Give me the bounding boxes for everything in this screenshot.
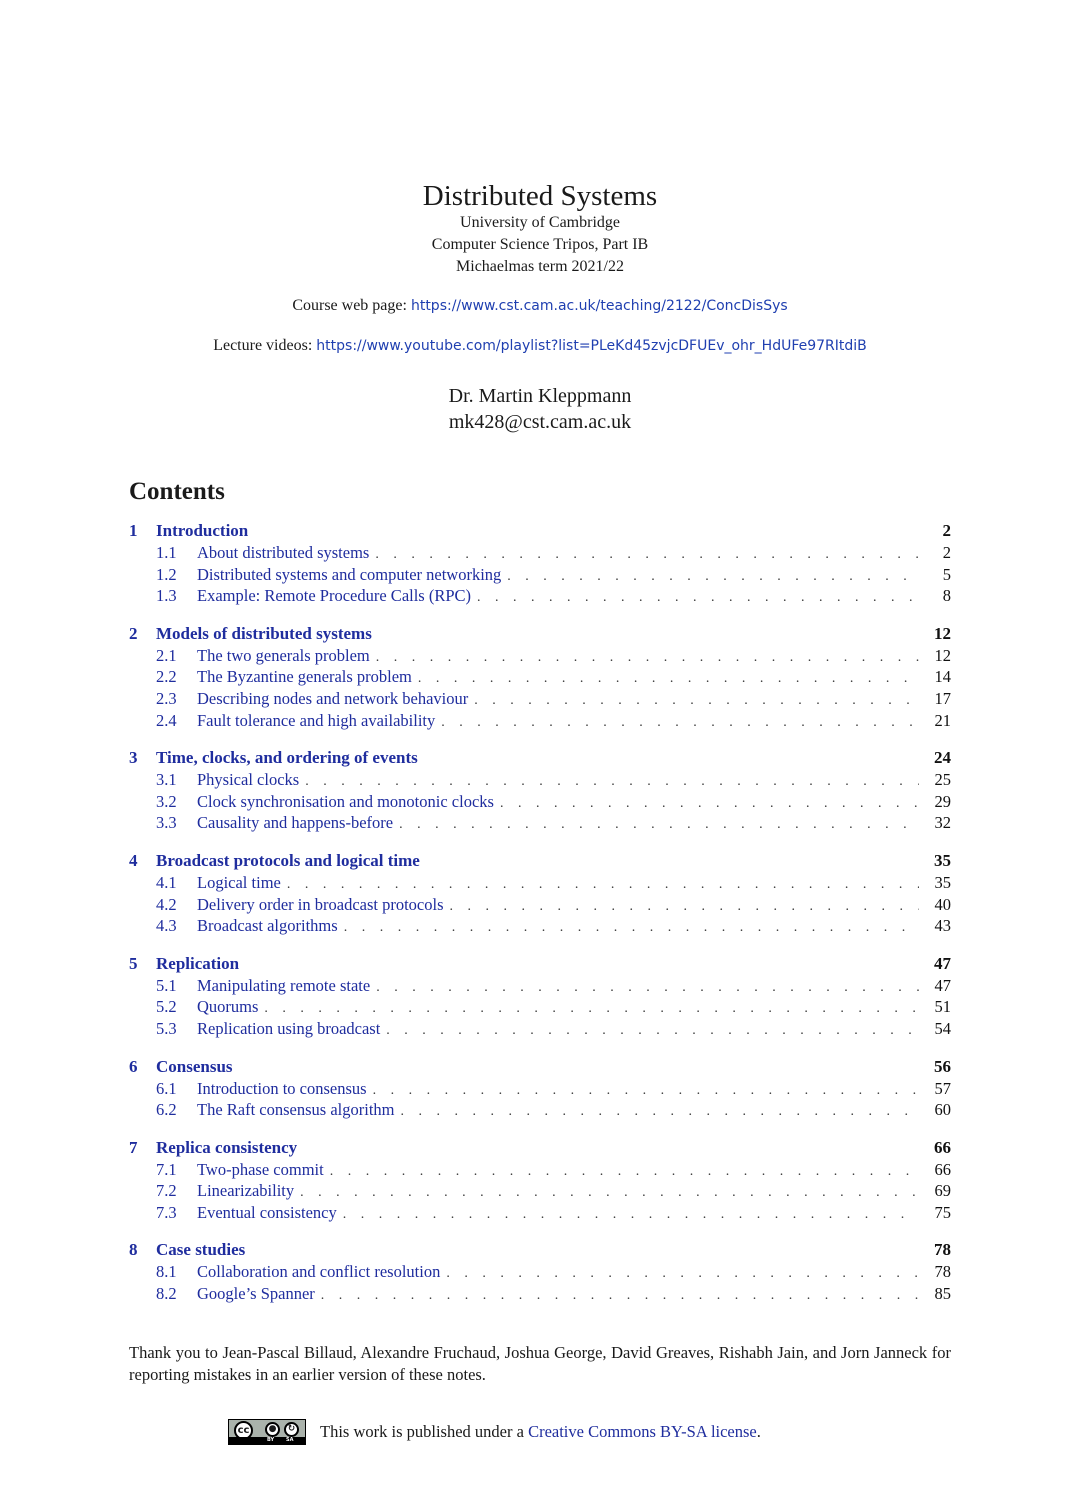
share-alike-icon: ↻ bbox=[284, 1422, 299, 1437]
toc-chapter bbox=[129, 624, 951, 732]
toc-section-number: 4.1 bbox=[156, 872, 177, 892]
toc-chapter-title[interactable]: Introduction bbox=[156, 521, 249, 540]
toc-chapter bbox=[129, 521, 951, 608]
toc-chapter bbox=[129, 1240, 951, 1305]
toc-section-row[interactable] bbox=[129, 1160, 951, 1182]
toc-section-number: 3.2 bbox=[156, 791, 177, 811]
toc-chapter-number: 8 bbox=[129, 1240, 138, 1260]
sa-label: SA bbox=[286, 1437, 294, 1443]
toc-chapter-row[interactable] bbox=[129, 954, 951, 976]
toc-section-row[interactable] bbox=[129, 873, 951, 895]
toc-section-row[interactable] bbox=[129, 1181, 951, 1203]
toc-section-number: 8.2 bbox=[156, 1284, 177, 1304]
toc-section-row[interactable] bbox=[129, 976, 951, 998]
toc-section-page: 21 bbox=[934, 710, 951, 730]
toc-dot-leader bbox=[386, 1023, 919, 1039]
toc-dot-leader bbox=[399, 817, 919, 833]
toc-section-title[interactable]: Eventual consistency bbox=[197, 1202, 337, 1222]
toc-section-number: 7.2 bbox=[156, 1181, 177, 1201]
toc-section-row[interactable] bbox=[129, 711, 951, 733]
toc-section-page: 5 bbox=[942, 564, 951, 584]
toc-section-page: 51 bbox=[934, 997, 951, 1017]
toc-chapter-title[interactable]: Consensus bbox=[156, 1056, 233, 1076]
toc-section-page: 43 bbox=[934, 916, 951, 936]
toc-section-row[interactable] bbox=[129, 565, 951, 587]
cc-icon: cc bbox=[234, 1421, 253, 1440]
toc-chapter-number: 5 bbox=[129, 953, 138, 973]
toc-chapter-title[interactable]: Replication bbox=[156, 953, 240, 973]
toc-chapter-title[interactable]: Broadcast protocols and logical time bbox=[156, 850, 420, 870]
table-of-contents bbox=[129, 521, 951, 1322]
toc-section-title[interactable]: The two generals problem bbox=[197, 645, 370, 665]
toc-section-page: 17 bbox=[934, 688, 951, 708]
toc-dot-leader bbox=[477, 590, 919, 606]
toc-dot-leader bbox=[264, 1001, 919, 1017]
author-name: Dr. Martin Kleppmann bbox=[448, 385, 632, 407]
toc-section-page: 14 bbox=[934, 667, 951, 687]
toc-section-title[interactable]: Logical time bbox=[197, 872, 281, 892]
toc-chapter-title[interactable]: Time, clocks, and ordering of events bbox=[156, 748, 418, 768]
toc-section-title[interactable]: Example: Remote Procedure Calls (RPC) bbox=[197, 586, 472, 606]
toc-section-number: 1.2 bbox=[156, 564, 177, 584]
toc-section-page: 69 bbox=[934, 1181, 951, 1201]
by-person-icon: ● bbox=[265, 1422, 280, 1437]
toc-section-row[interactable] bbox=[129, 792, 951, 814]
toc-section-page: 32 bbox=[934, 813, 951, 833]
course-web-row bbox=[0, 296, 1080, 316]
toc-chapter-row[interactable] bbox=[129, 624, 951, 646]
toc-section-number: 2.4 bbox=[156, 710, 177, 730]
toc-chapter-number: 3 bbox=[129, 748, 138, 768]
toc-dot-leader bbox=[418, 671, 919, 687]
toc-chapter-number: 4 bbox=[129, 850, 138, 870]
toc-section-page: 75 bbox=[934, 1202, 951, 1222]
toc-chapter bbox=[129, 748, 951, 835]
toc-chapter bbox=[129, 1057, 951, 1122]
toc-chapter-number: 1 bbox=[129, 521, 138, 540]
toc-chapter-page: 66 bbox=[934, 1137, 951, 1157]
toc-section-title[interactable]: Delivery order in broadcast protocols bbox=[197, 894, 444, 914]
license-row bbox=[228, 1418, 761, 1446]
lecture-videos-label: Lecture videos: bbox=[213, 337, 313, 354]
toc-section-row[interactable] bbox=[129, 770, 951, 792]
toc-chapter bbox=[129, 954, 951, 1041]
toc-section-row[interactable] bbox=[129, 1203, 951, 1225]
toc-section-row[interactable] bbox=[129, 1262, 951, 1284]
toc-section-number: 3.1 bbox=[156, 770, 177, 790]
toc-section-title[interactable]: Collaboration and conflict resolution bbox=[197, 1262, 441, 1282]
toc-section-page: 29 bbox=[934, 791, 951, 811]
toc-section-number: 7.1 bbox=[156, 1159, 177, 1179]
toc-section-page: 12 bbox=[934, 645, 951, 665]
toc-section-title[interactable]: Clock synchronisation and monotonic clocks bbox=[197, 791, 494, 811]
toc-section-number: 2.1 bbox=[156, 645, 177, 665]
toc-dot-leader bbox=[507, 569, 919, 585]
course-web-link[interactable]: https://www.cst.cam.ac.uk/teaching/2122/ConcDisSys bbox=[410, 298, 788, 314]
toc-section-number: 4.2 bbox=[156, 894, 177, 914]
toc-section-row[interactable] bbox=[129, 667, 951, 689]
author-email: mk428@cst.cam.ac.uk bbox=[448, 411, 632, 433]
toc-section-title[interactable]: Replication using broadcast bbox=[197, 1018, 381, 1038]
toc-section-title[interactable]: Describing nodes and network behaviour bbox=[197, 688, 469, 708]
toc-chapter-page: 56 bbox=[934, 1056, 951, 1076]
toc-section-number: 2.3 bbox=[156, 688, 177, 708]
toc-dot-leader bbox=[344, 920, 919, 936]
toc-section-number: 8.1 bbox=[156, 1262, 177, 1282]
lecture-videos-link[interactable]: https://www.youtube.com/playlist?list=PLeKd45zvjcDFUEv_ohr_HdUFe97RItdiB bbox=[316, 338, 867, 354]
course-web-label: Course web page: bbox=[292, 297, 407, 314]
toc-dot-leader bbox=[373, 1083, 919, 1099]
toc-section-number: 2.2 bbox=[156, 667, 177, 687]
toc-section-title[interactable]: The Raft consensus algorithm bbox=[197, 1100, 395, 1120]
toc-chapter bbox=[129, 851, 951, 938]
toc-section-number: 1.3 bbox=[156, 586, 177, 606]
toc-section-title[interactable]: Two-phase commit bbox=[197, 1159, 324, 1179]
toc-section-row[interactable] bbox=[129, 1284, 951, 1306]
toc-chapter-row[interactable] bbox=[129, 851, 951, 873]
toc-section-title[interactable]: Causality and happens-before bbox=[197, 813, 394, 833]
toc-dot-leader bbox=[287, 877, 919, 893]
toc-section-number: 7.3 bbox=[156, 1202, 177, 1222]
license-suffix: . bbox=[756, 1422, 761, 1441]
toc-section-row[interactable] bbox=[129, 543, 951, 565]
toc-section-title[interactable]: Quorums bbox=[197, 997, 259, 1017]
toc-section-row[interactable] bbox=[129, 646, 951, 668]
toc-dot-leader bbox=[305, 774, 919, 790]
toc-dot-leader bbox=[343, 1207, 919, 1223]
toc-section-title[interactable]: Physical clocks bbox=[197, 770, 300, 790]
toc-dot-leader bbox=[401, 1104, 919, 1120]
toc-section-page: 35 bbox=[934, 872, 951, 892]
toc-section-page: 8 bbox=[942, 586, 951, 606]
toc-dot-leader bbox=[330, 1164, 919, 1180]
toc-section-row[interactable] bbox=[129, 916, 951, 938]
toc-chapter-row[interactable] bbox=[129, 521, 951, 543]
toc-dot-leader bbox=[441, 715, 919, 731]
toc-dot-leader bbox=[375, 547, 919, 563]
toc-section-number: 1.1 bbox=[156, 543, 177, 562]
toc-section-row[interactable] bbox=[129, 689, 951, 711]
toc-dot-leader bbox=[376, 980, 919, 996]
toc-section-page: 60 bbox=[934, 1100, 951, 1120]
license-prefix: This work is published under a bbox=[320, 1422, 529, 1441]
toc-chapter-page: 35 bbox=[934, 850, 951, 870]
term-name: Michaelmas term 2021/22 bbox=[456, 258, 624, 275]
contents-heading: Contents bbox=[129, 478, 225, 505]
university-name: University of Cambridge bbox=[460, 214, 620, 231]
toc-section-page: 78 bbox=[934, 1262, 951, 1282]
toc-section-row[interactable] bbox=[129, 997, 951, 1019]
toc-chapter-page: 78 bbox=[934, 1240, 951, 1260]
toc-section-number: 5.2 bbox=[156, 997, 177, 1017]
license-link[interactable]: Creative Commons BY-SA license bbox=[528, 1422, 757, 1441]
toc-chapter-page: 12 bbox=[934, 623, 951, 643]
toc-chapter-page: 47 bbox=[934, 953, 951, 973]
toc-section-number: 6.1 bbox=[156, 1078, 177, 1098]
toc-chapter-number: 7 bbox=[129, 1137, 138, 1157]
toc-chapter-page: 2 bbox=[942, 521, 951, 540]
toc-section-row[interactable] bbox=[129, 1079, 951, 1101]
toc-chapter-title[interactable]: Models of distributed systems bbox=[156, 623, 372, 643]
toc-section-number: 6.2 bbox=[156, 1100, 177, 1120]
toc-chapter-number: 2 bbox=[129, 623, 138, 643]
toc-dot-leader bbox=[446, 1266, 919, 1282]
toc-chapter bbox=[129, 1138, 951, 1225]
toc-dot-leader bbox=[376, 650, 919, 666]
toc-section-title[interactable]: Broadcast algorithms bbox=[197, 916, 338, 936]
toc-section-page: 25 bbox=[934, 770, 951, 790]
toc-section-title[interactable]: Fault tolerance and high availability bbox=[197, 710, 436, 730]
toc-dot-leader bbox=[474, 693, 919, 709]
acknowledgements: Thank you to Jean-Pascal Billaud, Alexandre Fruchaud, Joshua George, David Greaves, Rishabh Jain, and Jorn Janneck for reporting mistakes in an earlier version of these notes. bbox=[129, 1343, 951, 1384]
toc-section-row[interactable] bbox=[129, 895, 951, 917]
toc-section-number: 3.3 bbox=[156, 813, 177, 833]
toc-section-page: 66 bbox=[934, 1159, 951, 1179]
toc-section-row[interactable] bbox=[129, 1019, 951, 1041]
toc-section-title[interactable]: Distributed systems and computer networking bbox=[197, 564, 502, 584]
toc-section-page: 57 bbox=[934, 1078, 951, 1098]
document-title: Distributed Systems bbox=[422, 180, 658, 212]
toc-section-row[interactable] bbox=[129, 813, 951, 835]
lecture-videos-row bbox=[0, 336, 1080, 356]
toc-section-page: 2 bbox=[942, 543, 951, 562]
toc-section-number: 5.3 bbox=[156, 1018, 177, 1038]
toc-chapter-title[interactable]: Replica consistency bbox=[156, 1137, 298, 1157]
toc-chapter-row[interactable] bbox=[129, 1240, 951, 1262]
toc-section-title[interactable]: About distributed systems bbox=[197, 543, 370, 562]
toc-dot-leader bbox=[450, 899, 919, 915]
toc-section-page: 40 bbox=[934, 894, 951, 914]
by-label: BY bbox=[267, 1437, 275, 1443]
toc-chapter-page: 24 bbox=[934, 748, 951, 768]
toc-dot-leader bbox=[300, 1185, 919, 1201]
toc-section-title[interactable]: Linearizability bbox=[197, 1181, 295, 1201]
toc-section-number: 4.3 bbox=[156, 916, 177, 936]
toc-dot-leader bbox=[500, 796, 919, 812]
toc-chapter-row[interactable] bbox=[129, 1138, 951, 1160]
toc-section-number: 5.1 bbox=[156, 975, 177, 995]
toc-section-title[interactable]: The Byzantine generals problem bbox=[197, 667, 412, 687]
toc-dot-leader bbox=[321, 1288, 919, 1304]
toc-section-row[interactable] bbox=[129, 586, 951, 608]
course-name: Computer Science Tripos, Part IB bbox=[431, 236, 649, 253]
toc-chapter-row[interactable] bbox=[129, 748, 951, 770]
toc-section-page: 85 bbox=[934, 1284, 951, 1304]
toc-section-row[interactable] bbox=[129, 1100, 951, 1122]
toc-chapter-title[interactable]: Case studies bbox=[156, 1240, 246, 1260]
toc-chapter-number: 6 bbox=[129, 1056, 138, 1076]
toc-section-title[interactable]: Google’s Spanner bbox=[197, 1284, 315, 1304]
cc-by-sa-badge-icon bbox=[228, 1419, 306, 1445]
toc-chapter-row[interactable] bbox=[129, 1057, 951, 1079]
toc-section-page: 54 bbox=[934, 1018, 951, 1038]
toc-section-page: 47 bbox=[934, 975, 951, 995]
toc-section-title[interactable]: Introduction to consensus bbox=[197, 1078, 367, 1098]
toc-section-title[interactable]: Manipulating remote state bbox=[197, 975, 371, 995]
